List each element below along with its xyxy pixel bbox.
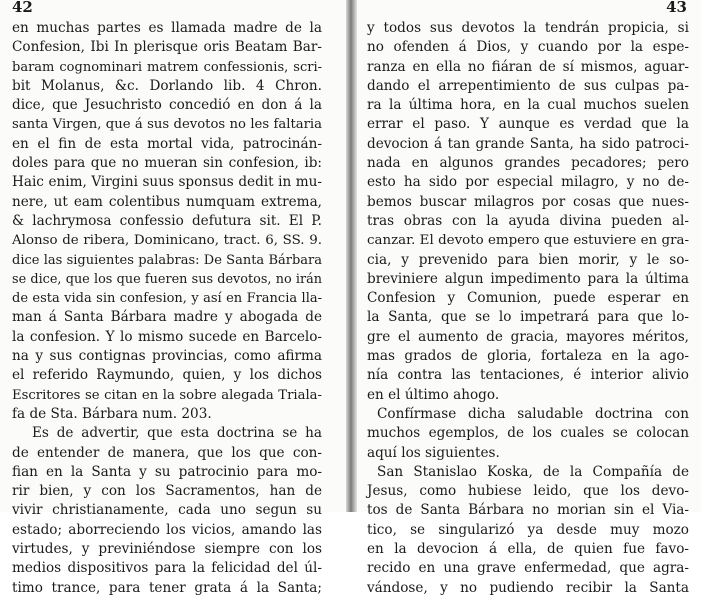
text-line: en muchas partes es llamada madre de la: [12, 20, 322, 36]
text-line: rir bien, y con los Sacramentos, han de: [12, 483, 322, 500]
text-line: cia, y prevenido para bien morir, y le so-: [367, 251, 689, 268]
text-line: ra la última hora, en la cual muchos suelen: [367, 97, 689, 114]
text-line: Confesion, Ibi In plerisque oris Beatam Bar-: [12, 39, 322, 56]
text-line: el referido Raymundo, quien, y los dichos: [12, 367, 322, 384]
text-line: aquí los siguientes.: [367, 444, 500, 461]
text-line: bit Molanus, &c. Dorlando lib. 4 Chron.: [12, 77, 322, 94]
text-line: de entender de manera, que los que con-: [12, 444, 322, 461]
text-line: Alonso de ribera, Dominicano, tract. 6, SS. 9.: [12, 233, 322, 249]
text-line: no ofenden á Dios, y cuando por la espe-: [367, 39, 689, 56]
right-page-number: 43: [666, 0, 687, 16]
text-line: errar el paso. Y aunque es verdad que la: [367, 116, 689, 133]
text-line: en la devocion á ella, de quien fue favo-: [367, 541, 689, 558]
text-line: mas grados de gloria, fortaleza en la ago-: [367, 348, 689, 365]
text-line: de esta vida sin confesion, y así en Francia lla-: [12, 291, 322, 307]
right-page-text: [367, 19, 689, 598]
text-line: na y sus contignas provincias, como afirma: [12, 348, 322, 365]
left-page: [0, 0, 346, 596]
text-line: & lachrymosa confessio defutura sit. El P.: [12, 212, 322, 229]
text-line: timo trance, para tener grata á la Santa;: [12, 579, 322, 596]
text-line: dando el arrepentimiento de sus culpas pa-: [367, 77, 689, 94]
text-line: y todos sus devotos la tendrán propicia, si: [367, 20, 689, 36]
text-line: recido en una grave enfermedad, que agra-: [367, 560, 689, 577]
text-line: Escritores se citan en la sobre alegada Triala-: [12, 387, 322, 403]
text-line: esto ha sido por especial milagro, y no de-: [367, 174, 689, 191]
text-line: man á Santa Bárbara madre y abogada de: [12, 309, 322, 326]
text-line: virtudes, y previniéndose siempre con los: [12, 541, 322, 558]
text-line: tos de Santa Bárbara no morian sin el Via-: [367, 502, 689, 519]
text-line: tico, se singularizó ya desde muy mozo: [367, 521, 689, 538]
text-line: vivir christianamente, cada uno segun su: [12, 502, 322, 519]
paragraph-start-line: Es de advertir, que esta doctrina se ha: [32, 425, 322, 442]
text-line: la Santa, que se lo impetrará para que lo-: [367, 309, 689, 326]
text-line: baram cognominari matrem confessionis, scri-: [12, 59, 322, 75]
text-line: gre el aumento de gracia, mayores méritos,: [367, 328, 689, 345]
text-line: ranza en ella no fiáran de sí mismos, aguar-: [367, 58, 689, 75]
text-line: doles para que no mueran sin confesion, ib:: [12, 155, 322, 172]
text-line: estado; aborreciendo los vicios, amando las: [12, 521, 322, 538]
text-line: la confesion. Y lo mismo sucede en Barcelo-: [12, 328, 322, 345]
paragraph-start-line: San Stanislao Koska, de la Compañía de: [377, 463, 689, 480]
text-line: se dice, que los que fueren sus devotos, no irán: [12, 271, 322, 287]
text-line: en el último ahogo.: [367, 386, 500, 403]
text-line: vándose, y no pudiendo recibir la Santa: [367, 579, 689, 596]
text-line: medios dispositivos para la felicidad del úl-: [12, 560, 322, 577]
text-line: Jesus, como hubiese leido, que los devo-: [367, 483, 689, 500]
text-line: nada en algunos grandes pecadores; pero: [367, 155, 689, 172]
left-page-number: 42: [12, 0, 33, 16]
text-line: fian en la Santa y su patrocinio para mo-: [12, 463, 322, 480]
left-page-text: [12, 19, 322, 598]
text-line: canzar. El devoto empero que estuviere en gra-: [367, 233, 689, 249]
paragraph-start-line: Confírmase dicha saludable doctrina con: [377, 405, 689, 422]
right-page: [357, 0, 701, 596]
text-line: en el fin de esta mortal vida, patrocinán-: [12, 135, 322, 152]
text-line: tras obras con la ayuda divina pueden al-: [367, 212, 689, 229]
text-line: fa de Sta. Bárbara num. 203.: [12, 405, 212, 422]
text-line: bemos buscar milagros por cosas que nues-: [367, 193, 689, 210]
text-line: nere, ut eam colentibus numquam extrema,: [12, 193, 322, 210]
text-line: nía contra las tentaciones, é interior alivio: [367, 367, 689, 384]
text-line: santa Virgen, que á sus devotos no les faltaria: [12, 117, 322, 133]
book-gutter: [346, 0, 357, 512]
text-line: dice, que Jesuchristo concedió en don á la: [12, 97, 322, 114]
text-line: Haic enim, Virgini suus sponsus dedit in mu-: [12, 174, 322, 191]
text-line: devocion á tan grande Santa, ha sido patroci-: [367, 135, 689, 152]
text-line: breviniere algun impedimento para la última: [367, 270, 689, 287]
text-line: Confesion y Comunion, puede esperar en: [367, 290, 689, 307]
text-line: muchos egemplos, de los cuales se colocan: [367, 425, 689, 442]
text-line: dice las siguientes palabras: De Santa Bárbara: [12, 252, 322, 268]
